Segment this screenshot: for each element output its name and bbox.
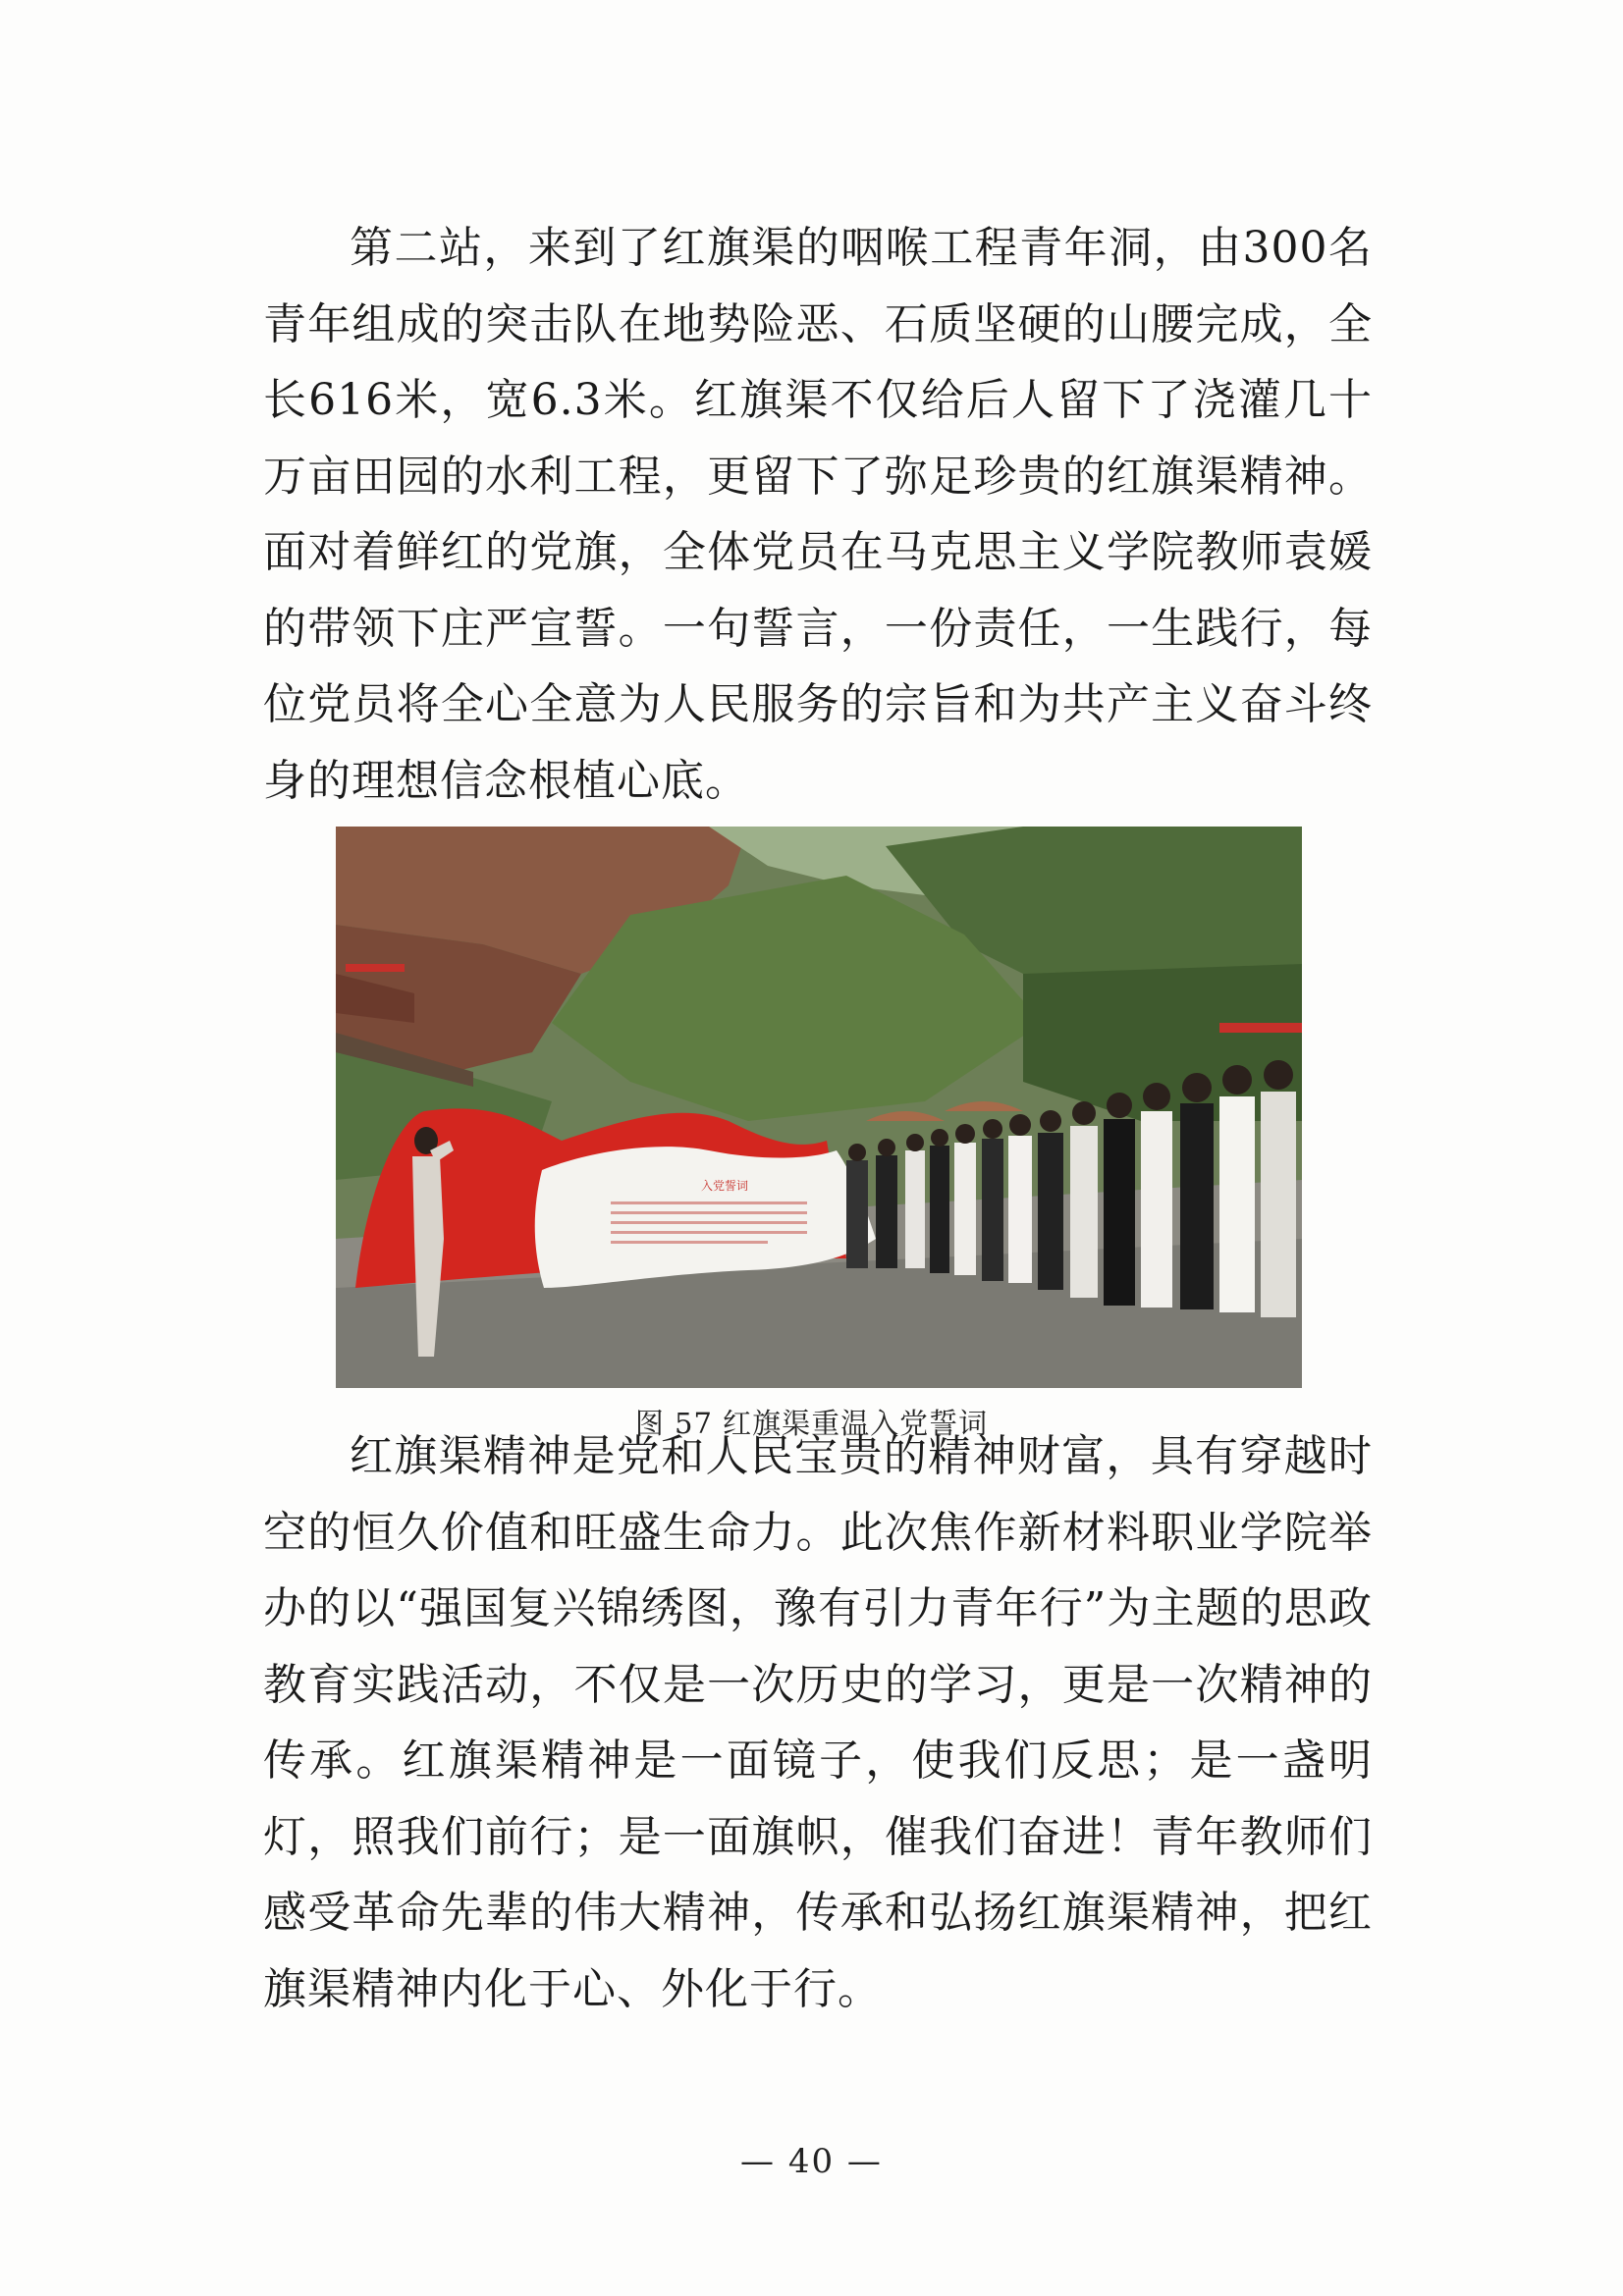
oath-ceremony-photo <box>336 827 1302 1388</box>
body-paragraph-2: 红旗渠精神是党和人民宝贵的精神财富，具有穿越时空的恒久价值和旺盛生命力。此次焦作新材料职业学院举办的以“强国复兴锦绣图，豫有引力青年行”为主题的思政教育实践活动，不仅是一次历史的学习，更是一次精神的传承。红旗渠精神是一面镜子，使我们反思；是一盏明灯，照我们前行；是一面旗帜，催我们奋进！青年教师们感受革命先辈的伟大精神，传承和弘扬红旗渠精神，把红旗渠精神内化于心、外化于行。 <box>263 1431 1373 2014</box>
page-number: — 40 — <box>740 2142 883 2181</box>
body-paragraph-1: 第二站，来到了红旗渠的咽喉工程青年洞，由300名青年组成的突击队在地势险恶、石质坚硬的山腰完成，全长616米，宽6.3米。红旗渠不仅给后人留下了浇灌几十万亩田园的水利工程，更留下了弥足珍贵的红旗渠精神。面对着鲜红的党旗，全体党员在马克思主义学院教师袁媛的带领下庄严宣誓。一句誓言，一份责任，一生践行，每位党员将全心全意为人民服务的宗旨和为共产主义奋斗终身的理想信念根植心底。 <box>263 223 1373 806</box>
sign-title: 入党誓词 <box>701 1179 749 1193</box>
figure-caption-text: 图 57 红旗渠重温入党誓词 <box>634 1407 989 1440</box>
